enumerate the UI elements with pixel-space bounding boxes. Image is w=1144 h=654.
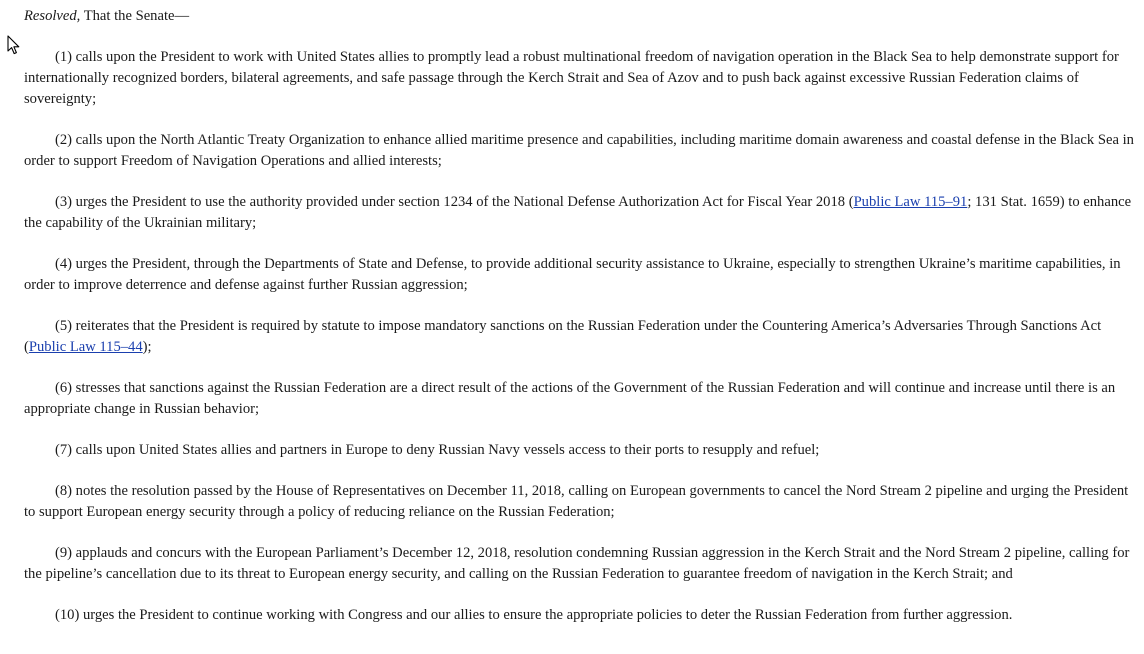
clause-text-before: (3) urges the President to use the authority provided under section 1234 of the National Defense Authorization Act for Fiscal Year 2018 ( bbox=[55, 194, 854, 210]
clause-text: (10) urges the President to continue working with Congress and our allies to ensure the appropriate policies to deter the Russian Federation from further aggression. bbox=[55, 607, 1013, 623]
clause-text: (7) calls upon United States allies and partners in Europe to deny Russian Navy vessels access to their ports to resupply and refuel; bbox=[55, 442, 820, 458]
clause-5 bbox=[24, 316, 1136, 358]
clause-text: (9) applauds and concurs with the European Parliament’s December 12, 2018, resolution condemning Russian aggression in the Kerch Strait and the Nord Stream 2 pipeline, calling for the pipeline’s cancellation due to its threat to European energy security, and calling on the Russian Federation to guarantee freedom of navigation in the Kerch Strait; and bbox=[24, 545, 1130, 582]
clause-text-after: ; 131 Stat. 1659) to enhance the capability of the Ukrainian military; bbox=[24, 194, 1132, 231]
clause-text: (4) urges the President, through the Departments of State and Defense, to provide additional security assistance to Ukraine, especially to strengthen Ukraine’s maritime capabilities, in order to improve deterrence and defense against further Russian aggression; bbox=[24, 256, 1121, 293]
clause-9 bbox=[24, 543, 1136, 585]
resolution-preamble bbox=[24, 6, 1136, 27]
clause-text-before: (5) reiterates that the President is required by statute to impose mandatory sanctions on the Russian Federation under the Countering America’s Adversaries Through Sanctions Act ( bbox=[24, 318, 1102, 355]
resolved-word: Resolved, bbox=[24, 8, 81, 24]
clause-7 bbox=[24, 440, 1136, 461]
clause-10 bbox=[24, 605, 1136, 626]
clause-text: (6) stresses that sanctions against the Russian Federation are a direct result of the actions of the Government of the Russian Federation and will continue and increase until there is an appropriate change in Russian behavior; bbox=[24, 380, 1116, 417]
clause-4 bbox=[24, 254, 1136, 296]
clause-3 bbox=[24, 192, 1136, 234]
preamble-rest: That the Senate— bbox=[80, 8, 190, 24]
clause-text: (1) calls upon the President to work with United States allies to promptly lead a robust multinational freedom of navigation operation in the Black Sea to help demonstrate support for internationally recognized borders, bilateral agreements, and safe passage through the Kerch Strait and Sea of Azov and to push back against excessive Russian Federation claims of sovereignty; bbox=[24, 49, 1119, 107]
clause-text-after: ); bbox=[142, 339, 152, 355]
public-law-115-91-link[interactable]: Public Law 115–91 bbox=[853, 194, 968, 210]
clause-2 bbox=[24, 130, 1136, 172]
public-law-115-44-link[interactable]: Public Law 115–44 bbox=[28, 339, 143, 355]
clause-8 bbox=[24, 481, 1136, 523]
clause-1 bbox=[24, 47, 1136, 110]
mouse-pointer-icon bbox=[7, 35, 21, 55]
clause-text: (2) calls upon the North Atlantic Treaty Organization to enhance allied maritime presence and capabilities, including maritime domain awareness and coastal defense in the Black Sea in order to support Freedom of Navigation Operations and allied interests; bbox=[24, 132, 1134, 169]
resolution-document bbox=[24, 6, 1136, 626]
clause-6 bbox=[24, 378, 1136, 420]
clause-text: (8) notes the resolution passed by the House of Representatives on December 11, 2018, calling on European governments to cancel the Nord Stream 2 pipeline and urging the President to support European energy security through a policy of reducing reliance on the Russian Federation; bbox=[24, 483, 1129, 520]
